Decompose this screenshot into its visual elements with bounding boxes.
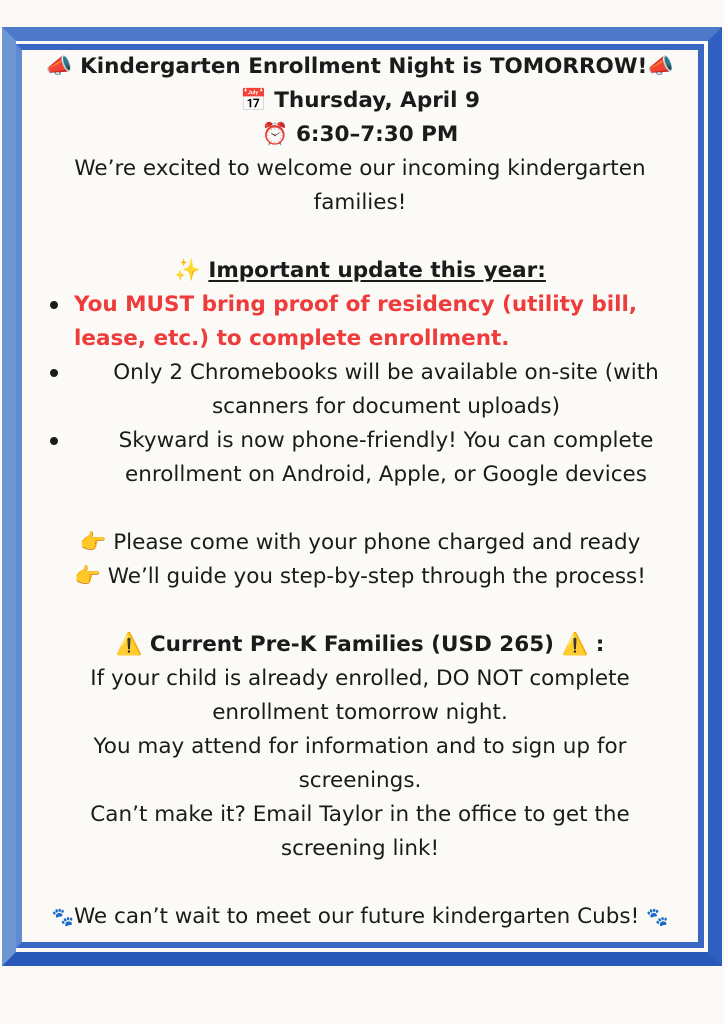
prek-line-4: screenings.	[298, 768, 422, 793]
pointing-hand-icon: 👉	[79, 530, 107, 555]
bullet-dot	[50, 437, 58, 445]
tip-line-2	[22, 560, 698, 594]
tip-line-1-text: Please come with your phone charged and ready	[113, 530, 641, 555]
bullet-dot	[50, 369, 58, 377]
prek-heading	[22, 628, 698, 662]
prek-line-5: Can’t make it? Email Taylor in the office to get the	[90, 802, 630, 827]
tip-line-1	[22, 526, 698, 560]
tip-line-2-text: We’ll guide you step-by-step through the process!	[107, 564, 646, 589]
event-time-text: 6:30–7:30 PM	[295, 122, 459, 147]
welcome-line-2: families!	[313, 190, 407, 215]
prek-heading-text: Current Pre-K Families (USD 265)	[149, 632, 554, 657]
update-list	[22, 288, 698, 492]
prek-line-2: enrollment tomorrow night.	[212, 700, 508, 725]
residency-line-1: You MUST bring proof of residency (utility bill,	[74, 292, 638, 317]
update-heading-text: Important update this year:	[208, 258, 546, 283]
megaphone-icon: 📣	[647, 54, 675, 79]
event-date-text: Thursday, April 9	[274, 88, 480, 113]
bullet-dot	[50, 301, 58, 309]
flyer-content	[22, 50, 698, 935]
prek-line-1: If your child is already enrolled, DO NOT complete	[90, 666, 630, 691]
pointing-hand-icon: 👉	[74, 564, 101, 589]
warning-icon: ⚠️	[115, 632, 143, 657]
welcome-line-1: We’re excited to welcome our incoming kindergarten	[74, 156, 646, 181]
chromebooks-line-2: scanners for document uploads)	[211, 394, 561, 419]
event-time	[22, 118, 698, 152]
list-item	[22, 288, 698, 356]
prek-line-6: screening link!	[280, 836, 440, 861]
megaphone-icon: 📣	[45, 54, 73, 79]
event-title	[22, 50, 698, 84]
list-item	[22, 424, 698, 492]
prek-heading-colon: :	[595, 632, 605, 657]
alarm-clock-icon: ⏰	[261, 122, 289, 147]
skyward-line-2: enrollment on Android, Apple, or Google devices	[125, 462, 647, 487]
residency-line-2: lease, etc.) to complete enrollment.	[74, 326, 510, 351]
list-item	[22, 356, 698, 424]
closing-text: We can’t wait to meet our future kindergarten Cubs!	[73, 904, 640, 929]
event-title-text: Kindergarten Enrollment Night is TOMORROW!	[80, 54, 648, 79]
event-date	[22, 84, 698, 118]
warning-icon: ⚠️	[561, 632, 589, 657]
closing-line	[22, 900, 698, 935]
chromebooks-line-1: Only 2 Chromebooks will be available on-site (with	[113, 360, 659, 385]
paw-prints-icon: 🐾	[51, 907, 74, 928]
skyward-line-1: Skyward is now phone-friendly! You can complete	[118, 428, 654, 453]
sparkles-icon: ✨	[174, 258, 201, 283]
update-heading	[22, 254, 698, 288]
prek-line-3: You may attend for information and to sign up for	[93, 734, 627, 759]
calendar-icon: 📅	[239, 88, 267, 113]
paw-prints-icon: 🐾	[646, 907, 669, 928]
